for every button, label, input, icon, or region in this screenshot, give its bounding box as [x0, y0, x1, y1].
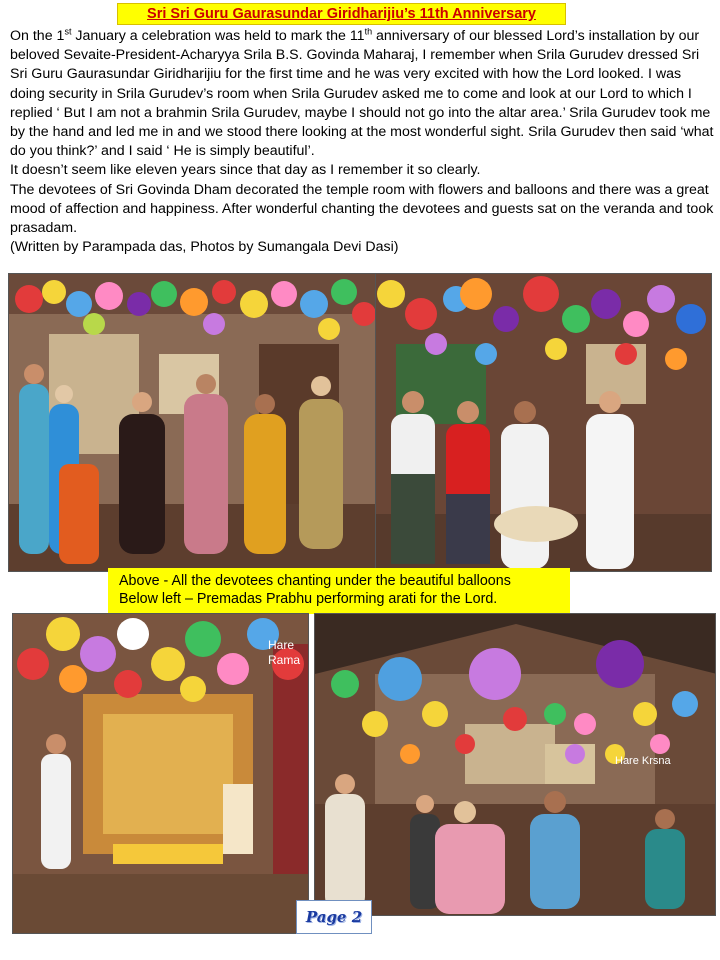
page-number-label: Page 2 — [296, 900, 372, 934]
photo-women-devotees — [8, 273, 376, 572]
article-body — [10, 27, 715, 257]
photo-men-devotees — [375, 273, 712, 572]
article-text: anniversary of our blessed Lord’s installation by our beloved Sevaite-President-Acharyya Srila B.S. Govinda Maharaj, I remember when Srila Gurudev dressed Sri Sri Guru Gaurasundar Giridharijiu for the first time and he was very excited with how the Lord looked. I was doing security in Srila Gurudev’s room when Srila Gurudev asked me to come and look at our Lord to which I replied ‘ But I am not a brahmin Srila Gurudev, maybe I should not go into the altar area.’ Srila Gurudev took me by the hand and led me in and we stood there looking at the most wonderful sight. Srila Gurudev then said ‘what do you think?’ and I said ‘ He is simply beautiful’. — [10, 28, 714, 160]
sign-text: Hare — [268, 638, 295, 652]
photo-caption — [108, 568, 570, 614]
article-paragraph-2: It doesn’t seem like eleven years since that day as I remember it so clearly. — [10, 162, 481, 179]
photo-credits: (Written by Parampada das, Photos by Sumangala Devi Dasi) — [10, 239, 399, 256]
photo-temple-room — [314, 613, 716, 916]
page-title — [117, 3, 566, 25]
article-paragraph-3: The devotees of Sri Govinda Dham decorated the temple room with flowers and balloons and there was a great mood of affection and happiness. After wonderful chanting the devotees and guests sat on the veranda and took prasadam. — [10, 181, 714, 237]
caption-line-2: Below left – Premadas Prabhu performing arati for the Lord. — [119, 591, 498, 607]
caption-line-1: Above - All the devotees chanting under the beautiful balloons — [119, 573, 511, 589]
sign-text: Hare Krsna — [615, 755, 671, 767]
sign-text: Rama — [268, 653, 301, 667]
page-title-text: Sri Sri Guru Gaurasundar Giridharijiu’s 11th Anniversary — [147, 6, 536, 22]
article-text: On the 1 — [10, 28, 65, 44]
superscript: th — [364, 26, 373, 37]
article-paragraph-1 — [10, 27, 715, 161]
photo-arati — [12, 613, 309, 934]
article-text: January a celebration was held to mark the 11 — [71, 28, 365, 44]
superscript: st — [64, 26, 72, 37]
